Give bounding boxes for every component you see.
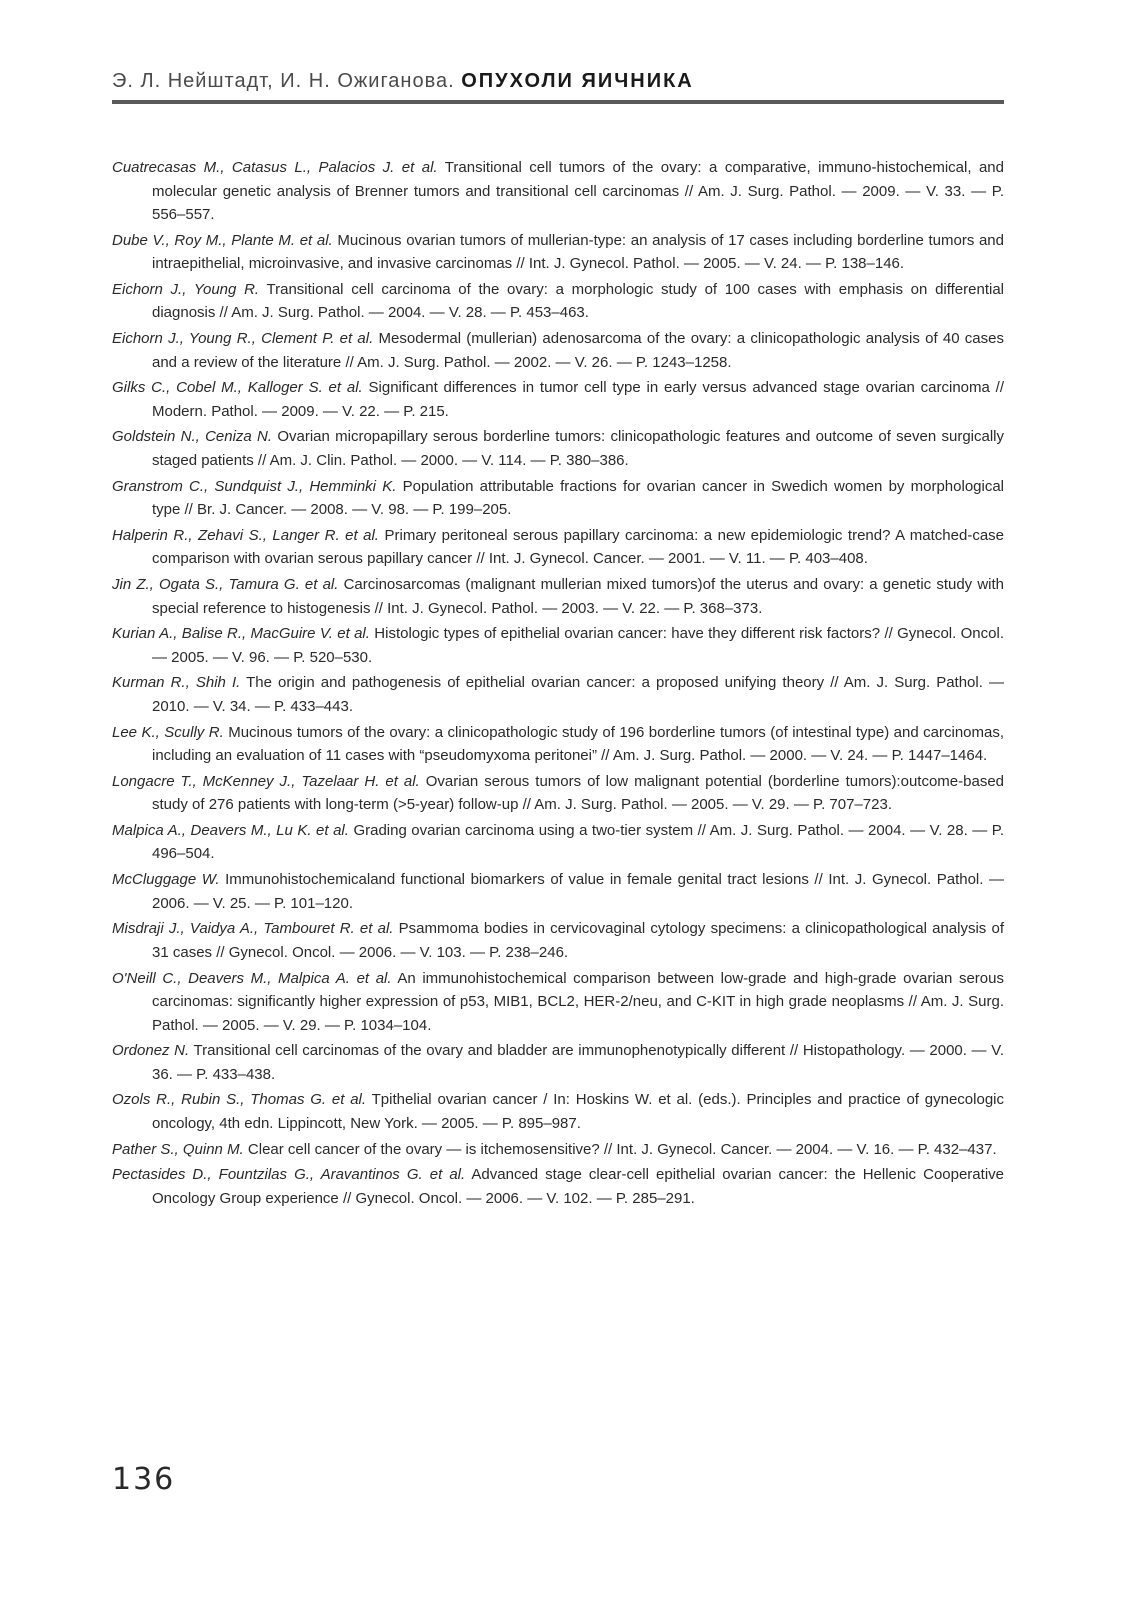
- reference-entry: [112, 475, 1004, 522]
- reference-authors: Gilks C., Cobel M., Kalloger S. et al.: [112, 379, 363, 397]
- reference-text: Immunohistochemicaland functional biomarkers of value in female genital tract lesions // Int. J. Gynecol. Pathol. — 2006. — V. 25. — P. 101–120.: [152, 871, 1005, 912]
- reference-text: Histologic types of epithelial ovarian cancer: have they different risk factors? // Gynecol. Oncol. — 2005. — V. 96. — P. 520–530.: [152, 625, 1004, 666]
- reference-text: Mesodermal (mullerian) adenosarcoma of the ovary: a clinicopathologic analysis of 40 cases and a review of the literature // Am. J. Surg. Pathol. — 2002. — V. 26. — P. 1243–1258.: [152, 330, 1004, 371]
- reference-text: Advanced stage clear-cell epithelial ovarian cancer: the Hellenic Cooperative Oncology Group experience // Gynecol. Oncol. — 2006. — V. 102. — P. 285–291.: [152, 1166, 1004, 1207]
- reference-entry: [112, 770, 1004, 817]
- reference-entry: [112, 376, 1004, 423]
- reference-text: Significant differences in tumor cell type in early versus advanced stage ovarian carcinoma // Modern. Pathol. — 2009. — V. 22. — P. 215.: [152, 379, 1005, 420]
- reference-list: [112, 156, 1004, 1212]
- reference-authors: Kurian A., Balise R., MacGuire V. et al.: [112, 625, 370, 643]
- reference-authors: Pather S., Quinn M.: [112, 1140, 244, 1158]
- reference-authors: Ordonez N.: [112, 1042, 190, 1060]
- reference-authors: McCluggage W.: [112, 871, 220, 889]
- reference-entry: [112, 967, 1004, 1038]
- reference-authors: Halperin R., Zehavi S., Langer R. et al.: [112, 526, 379, 544]
- reference-text: Population attributable fractions for ovarian cancer in Swedich women by morphological type // Br. J. Cancer. — 2008. — V. 98. — P. 199–205.: [152, 477, 1005, 519]
- reference-entry: [112, 278, 1004, 325]
- reference-authors: Granstrom C., Sundquist J., Hemminki K.: [112, 477, 397, 495]
- reference-entry: [112, 671, 1004, 718]
- reference-entry: [112, 819, 1004, 866]
- reference-authors: Lee K., Scully R.: [112, 723, 224, 741]
- reference-text: An immunohistochemical comparison between low-grade and high-grade ovarian serous carcinomas: significantly higher expression of p53, MIB1, BCL2, HER-2/neu, and C-KIT in high grade neoplasms // Am. J. Surg. Pathol. — 2005. — V. 29. — P. 1034–104.: [152, 969, 1004, 1034]
- reference-entry: [112, 425, 1004, 472]
- reference-text: Ovarian micropapillary serous borderline tumors: clinicopathologic features and outcome of seven surgically staged patients // Am. J. Clin. Pathol. — 2000. — V. 114. — P. 380–386.: [152, 428, 1004, 469]
- running-head-title: ОПУХОЛИ ЯИЧНИКА: [461, 70, 694, 92]
- reference-text: Transitional cell carcinoma of the ovary: a morphologic study of 100 cases with emphasis on differential diagnosis // Am. J. Surg. Pathol. — 2004. — V. 28. — P. 453–463.: [152, 280, 1004, 322]
- reference-authors: Malpica A., Deavers M., Lu K. et al.: [112, 821, 349, 839]
- reference-authors: Ozols R., Rubin S., Thomas G. et al.: [112, 1091, 367, 1109]
- reference-text: Tpithelial ovarian cancer / In: Hoskins W. et al. (eds.). Principles and practice of gynecologic oncology, 4th edn. Lippincott, New York. — 2005. — P. 895–987.: [152, 1091, 1004, 1132]
- reference-authors: Longacre T., McKenney J., Tazelaar H. et al.: [112, 772, 420, 790]
- reference-text: Primary peritoneal serous papillary carcinoma: a new epidemiologic trend? A matched-case comparison with ovarian serous papillary cancer // Int. J. Gynecol. Cancer. — 2001. — V. 11. — P. 403–408.: [152, 526, 1005, 568]
- reference-entry: [112, 917, 1004, 964]
- reference-text: The origin and pathogenesis of epithelial ovarian cancer: a proposed unifying theory // Am. J. Surg. Pathol. — 2010. — V. 34. — P. 433–443.: [152, 674, 1004, 715]
- reference-text: Transitional cell tumors of the ovary: a comparative, immuno-histochemical, and molecular genetic analysis of Brenner tumors and transitional cell carcinomas // Am. J. Surg. Pathol. — 2009. — V. 33. — P. 556–557.: [152, 159, 1004, 223]
- reference-authors: Jin Z., Ogata S., Tamura G. et al.: [112, 576, 339, 593]
- reference-text: Ovarian serous tumors of low malignant potential (borderline tumors):outcome-based study of 276 patients with long-term (>5-year) follow-up // Am. J. Surg. Pathol. — 2005. — V. 29. — P. 707–723.: [152, 772, 1004, 814]
- reference-entry: [112, 156, 1004, 227]
- reference-entry: [112, 327, 1004, 374]
- reference-authors: Misdraji J., Vaidya A., Tambouret R. et al.: [112, 920, 394, 938]
- reference-entry: [112, 229, 1004, 276]
- reference-authors: Goldstein N., Ceniza N.: [112, 428, 273, 446]
- reference-text: Transitional cell carcinomas of the ovary and bladder are immunophenotypically different // Histopathology. — 2000. — V. 36. — P. 433–438.: [152, 1042, 1004, 1083]
- reference-text: Clear cell cancer of the ovary — is itchemosensitive? // Int. J. Gynecol. Cancer. — 2004. — V. 16. — P. 432–437.: [247, 1140, 997, 1158]
- reference-entry: [112, 622, 1004, 669]
- reference-authors: Eichorn J., Young R., Clement P. et al.: [112, 330, 374, 348]
- reference-entry: [112, 1088, 1004, 1135]
- reference-entry: [112, 721, 1004, 768]
- reference-text: Psammoma bodies in cervicovaginal cytology specimens: a clinicopathological analysis of 31 cases // Gynecol. Oncol. — 2006. — V. 103. — P. 238–246.: [152, 920, 1004, 961]
- reference-text: Grading ovarian carcinoma using a two-tier system // Am. J. Surg. Pathol. — 2004. — V. 28. — P. 496–504.: [152, 821, 1005, 863]
- reference-entry: [112, 573, 1004, 620]
- reference-text: Mucinous tumors of the ovary: a clinicopathologic study of 196 borderline tumors (of intestinal type) and carcinomas, including an evaluation of 11 cases with “pseudomyxoma peritonei” // Am. J. Surg. Pathol. — 2000. — V. 24. — P. 1447–1464.: [152, 723, 1005, 765]
- running-head-authors: Э. Л. Нейштадт, И. Н. Ожиганова.: [112, 70, 455, 92]
- reference-text: Mucinous ovarian tumors of mullerian-type: an analysis of 17 cases including borderline tumors and intraepithelial, microinvasive, and invasive carcinomas // Int. J. Gynecol. Pathol. — 2005. — V. 24. — P. 138–146.: [152, 231, 1004, 273]
- reference-entry: [112, 524, 1004, 571]
- reference-authors: Kurman R., Shih I.: [112, 674, 241, 692]
- header-rule: [112, 100, 1004, 104]
- page-number: 136: [112, 1462, 176, 1497]
- reference-authors: O'Neill C., Deavers M., Malpica A. et al.: [112, 969, 392, 987]
- reference-authors: Cuatrecasas M., Catasus L., Palacios J. et al.: [112, 159, 438, 176]
- reference-entry: [112, 868, 1004, 915]
- reference-entry: [112, 1039, 1004, 1086]
- reference-authors: Dube V., Roy M., Plante M. et al.: [112, 231, 333, 249]
- reference-entry: [112, 1163, 1004, 1210]
- reference-text: Carcinosarcomas (malignant mullerian mixed tumors)of the uterus and ovary: a genetic study with special reference to histogenesis // Int. J. Gynecol. Pathol. — 2003. — V. 22. — P. 368–373.: [152, 576, 1004, 617]
- running-head: [112, 70, 1004, 93]
- reference-authors: Eichorn J., Young R.: [112, 280, 260, 298]
- reference-entry: [112, 1138, 1004, 1162]
- reference-authors: Pectasides D., Fountzilas G., Aravantinos G. et al.: [112, 1166, 466, 1184]
